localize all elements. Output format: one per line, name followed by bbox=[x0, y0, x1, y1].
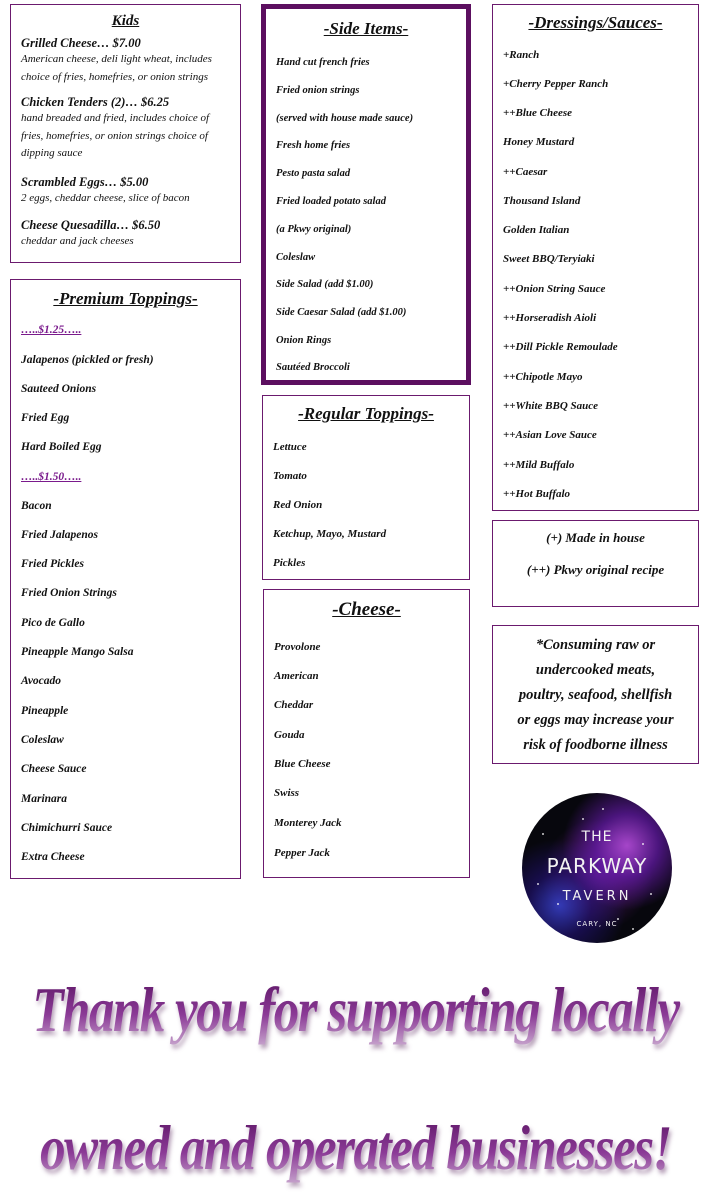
parkway-tavern-logo bbox=[522, 793, 672, 943]
topping-item: Fried Egg bbox=[21, 412, 70, 424]
regular-toppings-panel bbox=[262, 395, 470, 580]
side-item: Onion Rings bbox=[276, 335, 332, 346]
kids-item bbox=[21, 218, 160, 251]
kids-panel bbox=[10, 4, 241, 263]
dressing-item: +Cherry Pepper Ranch bbox=[503, 78, 609, 90]
dressing-item: ++Horseradish Aioli bbox=[503, 312, 597, 324]
premium-toppings-panel bbox=[10, 279, 241, 879]
topping-item: Pico de Gallo bbox=[21, 617, 85, 629]
dressing-item: Thousand Island bbox=[503, 195, 581, 207]
regular-topping-item: Ketchup, Mayo, Mustard bbox=[273, 528, 387, 540]
side-item: (a Pkwy original) bbox=[276, 224, 352, 235]
dressings-title: -Dressings/Sauces- bbox=[528, 13, 663, 32]
regular-topping-item: Pickles bbox=[273, 557, 306, 569]
side-item: (served with house made sauce) bbox=[276, 113, 414, 124]
cheese-item: Provolone bbox=[274, 641, 321, 653]
regular-topping-item: Red Onion bbox=[273, 499, 323, 511]
dressing-item: ++Blue Cheese bbox=[503, 107, 573, 119]
topping-item: Avocado bbox=[21, 675, 62, 687]
kids-item-desc: American cheese, deli light wheat, includes bbox=[21, 53, 212, 65]
thank-you-line-1: Thank you for supporting locally bbox=[0, 975, 711, 1048]
dressing-item: Golden Italian bbox=[503, 224, 570, 236]
topping-item: Pineapple bbox=[21, 705, 69, 717]
logo-parkway: PARKWAY bbox=[546, 854, 648, 878]
topping-item: Bacon bbox=[21, 500, 52, 512]
kids-item-desc: fries, homefries, or onion strings choice of bbox=[21, 129, 208, 142]
topping-item: Fried Onion Strings bbox=[21, 587, 117, 599]
cheese-title: -Cheese- bbox=[332, 599, 401, 620]
regular-toppings-title: -Regular Toppings- bbox=[298, 404, 434, 423]
dressing-item: +Ranch bbox=[503, 49, 540, 61]
dressing-item: ++Chipotle Mayo bbox=[503, 371, 583, 383]
cheese-item: American bbox=[274, 670, 319, 682]
cheese-item: Monterey Jack bbox=[274, 817, 342, 829]
dressing-item: Sweet BBQ/Teryiaki bbox=[503, 253, 595, 265]
side-item: Pesto pasta salad bbox=[276, 168, 351, 179]
logo-the: THE bbox=[581, 829, 613, 845]
cheese-panel bbox=[263, 589, 470, 878]
advisory-line: risk of foodborne illness bbox=[523, 737, 668, 753]
regular-topping-item: Lettuce bbox=[273, 441, 307, 453]
legend-made-in-house: (+) Made in house bbox=[546, 530, 645, 545]
advisory-line: poultry, seafood, shellfish bbox=[518, 687, 673, 703]
dressing-item: ++White BBQ Sauce bbox=[503, 400, 599, 412]
dressings-panel bbox=[492, 4, 699, 511]
topping-item: Extra Cheese bbox=[21, 851, 85, 863]
thank-you-line-2: owned and operated businesses! bbox=[0, 1113, 711, 1186]
cheese-item: Pepper Jack bbox=[274, 847, 330, 859]
side-item: Side Salad (add $1.00) bbox=[276, 279, 374, 290]
side-item: Fresh home fries bbox=[276, 140, 351, 151]
dressing-item: Honey Mustard bbox=[503, 136, 575, 148]
side-item: Sautéed Broccoli bbox=[276, 362, 350, 373]
side-item: Fried loaded potato salad bbox=[276, 196, 386, 207]
cheese-item: Swiss bbox=[274, 787, 300, 799]
topping-item: Hard Boiled Egg bbox=[21, 441, 102, 453]
logo-location: CARY, NC bbox=[576, 920, 618, 928]
dressing-item: ++Mild Buffalo bbox=[503, 459, 575, 471]
kids-item bbox=[21, 95, 209, 163]
cheese-item: Gouda bbox=[274, 729, 305, 741]
kids-item-desc: 2 eggs, cheddar cheese, slice of bacon bbox=[21, 192, 190, 204]
kids-title: Kids bbox=[111, 13, 140, 29]
kids-item-desc: dipping sauce bbox=[21, 147, 83, 160]
kids-item-name: Grilled Cheese… $7.00 bbox=[21, 36, 141, 50]
cheese-item: Blue Cheese bbox=[274, 758, 331, 770]
legend-panel bbox=[492, 520, 699, 607]
dressing-item: ++Onion String Sauce bbox=[503, 283, 606, 295]
kids-item-name: Scrambled Eggs… $5.00 bbox=[21, 175, 149, 189]
side-item: Fried onion strings bbox=[276, 85, 360, 96]
premium-toppings-title: -Premium Toppings- bbox=[53, 289, 198, 308]
side-item: Coleslaw bbox=[276, 252, 316, 263]
consumer-advisory-panel bbox=[492, 625, 699, 764]
advisory-line: or eggs may increase your bbox=[517, 712, 674, 728]
topping-item: Pineapple Mango Salsa bbox=[21, 646, 134, 658]
topping-item: Marinara bbox=[21, 793, 68, 805]
kids-item bbox=[21, 36, 212, 86]
side-items-panel bbox=[261, 4, 471, 385]
side-item: Hand cut french fries bbox=[276, 57, 370, 68]
topping-item: Fried Pickles bbox=[21, 558, 84, 570]
topping-item: Cheese Sauce bbox=[21, 763, 87, 775]
price-tier-125: …..$1.25….. bbox=[21, 324, 82, 336]
cheese-item: Cheddar bbox=[274, 699, 314, 711]
price-tier-150: …..$1.50….. bbox=[21, 471, 82, 483]
topping-item: Jalapenos (pickled or fresh) bbox=[21, 354, 154, 366]
legend-original-recipe: (++) Pkwy original recipe bbox=[526, 562, 665, 577]
topping-item: Coleslaw bbox=[21, 734, 64, 746]
consumer-advisory-text bbox=[493, 633, 698, 758]
advisory-line: undercooked meats, bbox=[535, 662, 656, 678]
regular-topping-item: Tomato bbox=[273, 470, 307, 482]
logo-tavern: TAVERN bbox=[562, 889, 632, 904]
kids-item-name: Chicken Tenders (2)… $6.25 bbox=[21, 95, 170, 109]
kids-item-name: Cheese Quesadilla… $6.50 bbox=[21, 218, 161, 232]
dressing-item: ++Caesar bbox=[503, 166, 548, 178]
dressing-item: ++Hot Buffalo bbox=[503, 488, 571, 500]
kids-item-desc: choice of fries, homefries, or onion strings bbox=[21, 70, 208, 83]
dressing-item: ++Dill Pickle Remoulade bbox=[503, 341, 618, 353]
topping-item: Chimichurri Sauce bbox=[21, 822, 113, 834]
kids-item-desc: cheddar and jack cheeses bbox=[21, 235, 134, 247]
side-items-title: -Side Items- bbox=[323, 19, 409, 38]
dressing-item: ++Asian Love Sauce bbox=[503, 429, 597, 441]
kids-item-desc: hand breaded and fried, includes choice of bbox=[21, 112, 210, 124]
side-item: Side Caesar Salad (add $1.00) bbox=[276, 307, 407, 318]
topping-item: Sauteed Onions bbox=[21, 383, 97, 395]
topping-item: Fried Jalapenos bbox=[21, 529, 98, 541]
advisory-line: *Consuming raw or bbox=[535, 637, 656, 653]
kids-item bbox=[21, 175, 190, 208]
